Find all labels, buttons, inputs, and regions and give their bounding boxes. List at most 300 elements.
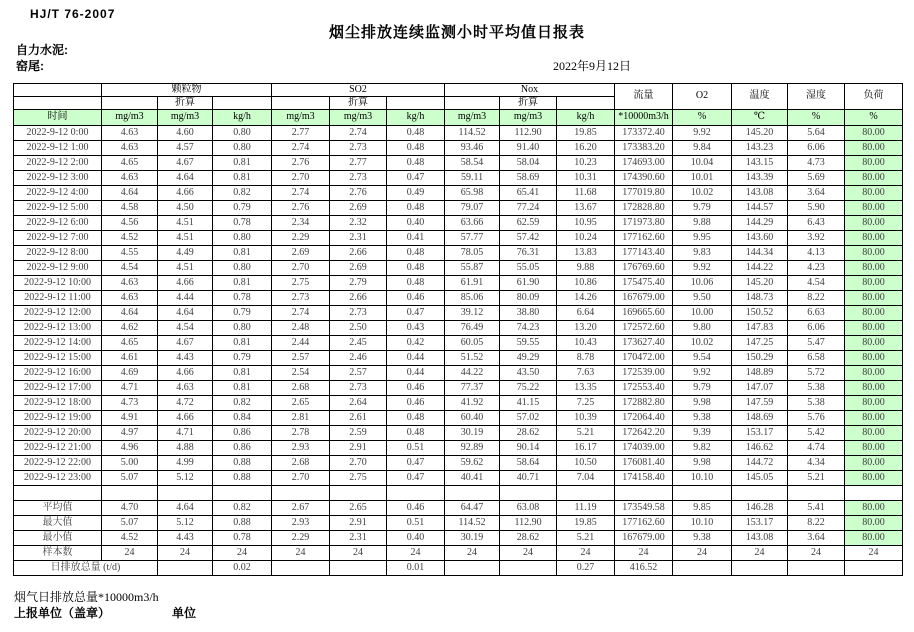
value-cell: 4.51 [158, 216, 213, 231]
data-row [14, 366, 903, 381]
value-cell: 0.80 [213, 231, 272, 246]
value-cell: 174039.00 [615, 441, 673, 456]
summary-value-cell: 4.52 [102, 531, 158, 546]
summary-value-cell: 64.47 [445, 501, 500, 516]
value-cell: 4.63 [158, 381, 213, 396]
value-cell: 80.00 [845, 276, 903, 291]
value-cell: 0.81 [213, 381, 272, 396]
value-cell: 2.61 [330, 411, 387, 426]
value-cell: 0.81 [213, 336, 272, 351]
value-cell: 60.05 [445, 336, 500, 351]
summary-value-cell: 5.12 [158, 516, 213, 531]
value-cell: 170472.00 [615, 351, 673, 366]
summary-value-cell: 24 [330, 546, 387, 561]
header-o2: O2 [673, 84, 732, 110]
value-cell: 4.63 [102, 141, 158, 156]
daily-total-value-cell [272, 561, 330, 576]
value-cell: 78.05 [445, 246, 500, 261]
header-empty-cell [387, 97, 445, 110]
value-cell: 2.68 [272, 381, 330, 396]
summary-value-cell: 114.52 [445, 516, 500, 531]
value-cell: 0.48 [387, 411, 445, 426]
summary-value-cell: 5.07 [102, 516, 158, 531]
spacer-cell [445, 486, 500, 501]
summary-label-cell: 最大值 [14, 516, 102, 531]
value-cell: 2.69 [272, 246, 330, 261]
time-cell: 2022-9-12 1:00 [14, 141, 102, 156]
time-cell: 2022-9-12 10:00 [14, 276, 102, 291]
value-cell: 4.60 [158, 126, 213, 141]
unit-cell: mg/m3 [445, 110, 500, 126]
spacer-cell [272, 486, 330, 501]
spacer-cell [845, 486, 903, 501]
value-cell: 172572.60 [615, 321, 673, 336]
unit-cell: ℃ [732, 110, 788, 126]
value-cell: 9.82 [673, 441, 732, 456]
value-cell: 0.81 [213, 366, 272, 381]
summary-value-cell: 2.67 [272, 501, 330, 516]
value-cell: 4.71 [158, 426, 213, 441]
value-cell: 0.80 [213, 141, 272, 156]
spacer-cell [500, 486, 557, 501]
value-cell: 2.78 [272, 426, 330, 441]
value-cell: 80.00 [845, 156, 903, 171]
value-cell: 8.78 [557, 351, 615, 366]
value-cell: 51.52 [445, 351, 500, 366]
report-unit-label: 上报单位（盖章） [14, 606, 111, 620]
summary-value-cell: 24 [845, 546, 903, 561]
value-cell: 4.67 [158, 336, 213, 351]
spacer-cell [330, 486, 387, 501]
time-header-cell: 时间 [14, 110, 102, 126]
value-cell: 7.04 [557, 471, 615, 486]
summary-value-cell: 24 [272, 546, 330, 561]
value-cell: 143.39 [732, 171, 788, 186]
header-particulate: 颗粒物 [102, 84, 272, 97]
time-cell: 2022-9-12 11:00 [14, 291, 102, 306]
value-cell: 80.09 [500, 291, 557, 306]
summary-value-cell: 9.38 [673, 531, 732, 546]
spacer-cell [102, 486, 158, 501]
value-cell: 10.43 [557, 336, 615, 351]
value-cell: 9.98 [673, 396, 732, 411]
value-cell: 9.92 [673, 366, 732, 381]
value-cell: 171973.80 [615, 216, 673, 231]
value-cell: 10.95 [557, 216, 615, 231]
value-cell: 0.88 [213, 456, 272, 471]
value-cell: 6.63 [788, 306, 845, 321]
value-cell: 0.80 [213, 321, 272, 336]
value-cell: 2.57 [330, 366, 387, 381]
value-cell: 6.43 [788, 216, 845, 231]
summary-value-cell: 0.46 [387, 501, 445, 516]
value-cell: 9.79 [673, 201, 732, 216]
value-cell: 0.82 [213, 396, 272, 411]
value-cell: 38.80 [500, 306, 557, 321]
daily-total-value-cell: 416.52 [615, 561, 673, 576]
summary-value-cell: 0.40 [387, 531, 445, 546]
value-cell: 80.00 [845, 381, 903, 396]
data-row [14, 141, 903, 156]
value-cell: 5.12 [158, 471, 213, 486]
value-cell: 0.49 [387, 186, 445, 201]
value-cell: 4.49 [158, 246, 213, 261]
value-cell: 13.20 [557, 321, 615, 336]
value-cell: 80.00 [845, 216, 903, 231]
value-cell: 0.78 [213, 291, 272, 306]
value-cell: 80.00 [845, 246, 903, 261]
value-cell: 13.67 [557, 201, 615, 216]
spacer-cell [557, 486, 615, 501]
daily-total-value-cell [845, 561, 903, 576]
value-cell: 177019.80 [615, 186, 673, 201]
summary-value-cell: 3.64 [788, 531, 845, 546]
value-cell: 10.02 [673, 186, 732, 201]
value-cell: 6.06 [788, 141, 845, 156]
summary-value-cell: 19.85 [557, 516, 615, 531]
value-cell: 92.89 [445, 441, 500, 456]
time-cell: 2022-9-12 12:00 [14, 306, 102, 321]
value-cell: 4.99 [158, 456, 213, 471]
value-cell: 173383.20 [615, 141, 673, 156]
value-cell: 145.05 [732, 471, 788, 486]
value-cell: 0.82 [213, 186, 272, 201]
spacer-cell [14, 486, 102, 501]
report-date: 2022年9月12日 [553, 59, 632, 73]
value-cell: 80.00 [845, 291, 903, 306]
value-cell: 2.68 [272, 456, 330, 471]
value-cell: 65.41 [500, 186, 557, 201]
daily-total-value-cell [788, 561, 845, 576]
value-cell: 6.06 [788, 321, 845, 336]
value-cell: 4.64 [102, 186, 158, 201]
summary-value-cell: 24 [732, 546, 788, 561]
value-cell: 2.76 [330, 186, 387, 201]
value-cell: 4.88 [158, 441, 213, 456]
value-cell: 80.00 [845, 351, 903, 366]
value-cell: 176769.60 [615, 261, 673, 276]
value-cell: 2.73 [330, 381, 387, 396]
value-cell: 0.47 [387, 471, 445, 486]
value-cell: 2.70 [330, 456, 387, 471]
value-cell: 0.48 [387, 126, 445, 141]
value-cell: 172882.80 [615, 396, 673, 411]
value-cell: 76.31 [500, 246, 557, 261]
value-cell: 10.39 [557, 411, 615, 426]
data-row [14, 216, 903, 231]
time-cell: 2022-9-12 18:00 [14, 396, 102, 411]
value-cell: 4.91 [102, 411, 158, 426]
value-cell: 174158.40 [615, 471, 673, 486]
summary-value-cell: 2.29 [272, 531, 330, 546]
daily-total-value-cell [445, 561, 500, 576]
time-cell: 2022-9-12 15:00 [14, 351, 102, 366]
value-cell: 4.57 [158, 141, 213, 156]
value-cell: 9.39 [673, 426, 732, 441]
daily-total-value-cell: 0.01 [387, 561, 445, 576]
value-cell: 4.51 [158, 231, 213, 246]
value-cell: 0.81 [213, 246, 272, 261]
standard-code: HJ/T 76-2007 [30, 7, 116, 21]
value-cell: 80.00 [845, 141, 903, 156]
value-cell: 10.86 [557, 276, 615, 291]
value-cell: 76.49 [445, 321, 500, 336]
value-cell: 144.29 [732, 216, 788, 231]
value-cell: 75.22 [500, 381, 557, 396]
value-cell: 80.00 [845, 456, 903, 471]
value-cell: 0.46 [387, 381, 445, 396]
value-cell: 0.46 [387, 291, 445, 306]
value-cell: 0.81 [213, 171, 272, 186]
value-cell: 39.12 [445, 306, 500, 321]
value-cell: 9.50 [673, 291, 732, 306]
value-cell: 80.00 [845, 396, 903, 411]
data-row [14, 156, 903, 171]
value-cell: 9.88 [557, 261, 615, 276]
value-cell: 144.57 [732, 201, 788, 216]
value-cell: 5.72 [788, 366, 845, 381]
value-cell: 93.46 [445, 141, 500, 156]
value-cell: 4.63 [102, 276, 158, 291]
value-cell: 9.80 [673, 321, 732, 336]
data-row [14, 456, 903, 471]
value-cell: 0.81 [213, 276, 272, 291]
summary-label-cell: 最小值 [14, 531, 102, 546]
value-cell: 0.84 [213, 411, 272, 426]
value-cell: 0.78 [213, 216, 272, 231]
unit-cell: % [673, 110, 732, 126]
value-cell: 43.50 [500, 366, 557, 381]
value-cell: 10.00 [673, 306, 732, 321]
value-cell: 28.62 [500, 426, 557, 441]
data-row [14, 411, 903, 426]
daily-total-label-cell: 日排放总量 (t/d) [14, 561, 158, 576]
value-cell: 0.48 [387, 246, 445, 261]
value-cell: 4.13 [788, 246, 845, 261]
value-cell: 4.58 [102, 201, 158, 216]
value-cell: 58.69 [500, 171, 557, 186]
summary-value-cell: 167679.00 [615, 531, 673, 546]
spacer-cell [387, 486, 445, 501]
value-cell: 4.72 [158, 396, 213, 411]
value-cell: 5.38 [788, 396, 845, 411]
time-cell: 2022-9-12 13:00 [14, 321, 102, 336]
summary-row [14, 546, 903, 561]
value-cell: 79.07 [445, 201, 500, 216]
unit-label: 单位 [172, 606, 197, 620]
time-cell: 2022-9-12 14:00 [14, 336, 102, 351]
unit-cell: kg/h [213, 110, 272, 126]
summary-value-cell: 173549.58 [615, 501, 673, 516]
header-load: 负荷 [845, 84, 903, 110]
value-cell: 2.76 [272, 156, 330, 171]
value-cell: 150.29 [732, 351, 788, 366]
summary-value-cell: 80.00 [845, 531, 903, 546]
summary-value-cell: 30.19 [445, 531, 500, 546]
data-row [14, 396, 903, 411]
summary-value-cell: 0.78 [213, 531, 272, 546]
value-cell: 2.57 [272, 351, 330, 366]
value-cell: 144.34 [732, 246, 788, 261]
value-cell: 10.31 [557, 171, 615, 186]
data-row [14, 471, 903, 486]
value-cell: 4.34 [788, 456, 845, 471]
value-cell: 80.00 [845, 441, 903, 456]
value-cell: 80.00 [845, 321, 903, 336]
spacer-row [14, 486, 903, 501]
value-cell: 0.44 [387, 351, 445, 366]
value-cell: 2.70 [272, 171, 330, 186]
time-cell: 2022-9-12 20:00 [14, 426, 102, 441]
daily-total-value-cell: 0.27 [557, 561, 615, 576]
value-cell: 172553.40 [615, 381, 673, 396]
value-cell: 2.74 [272, 186, 330, 201]
value-cell: 148.69 [732, 411, 788, 426]
summary-value-cell: 4.43 [158, 531, 213, 546]
value-cell: 2.66 [330, 246, 387, 261]
value-cell: 5.47 [788, 336, 845, 351]
value-cell: 0.79 [213, 306, 272, 321]
value-cell: 2.74 [272, 141, 330, 156]
header-empty-cell [272, 97, 330, 110]
value-cell: 4.55 [102, 246, 158, 261]
value-cell: 2.46 [330, 351, 387, 366]
summary-value-cell: 9.85 [673, 501, 732, 516]
value-cell: 9.95 [673, 231, 732, 246]
value-cell: 9.79 [673, 381, 732, 396]
time-cell: 2022-9-12 17:00 [14, 381, 102, 396]
time-cell: 2022-9-12 23:00 [14, 471, 102, 486]
summary-value-cell: 2.31 [330, 531, 387, 546]
value-cell: 9.84 [673, 141, 732, 156]
value-cell: 4.73 [102, 396, 158, 411]
value-cell: 5.00 [102, 456, 158, 471]
value-cell: 2.69 [330, 201, 387, 216]
value-cell: 4.66 [158, 186, 213, 201]
spacer-cell [615, 486, 673, 501]
value-cell: 91.40 [500, 141, 557, 156]
header-empty-cell [14, 84, 102, 97]
value-cell: 10.02 [673, 336, 732, 351]
summary-value-cell: 24 [615, 546, 673, 561]
value-cell: 4.71 [102, 381, 158, 396]
value-cell: 5.64 [788, 126, 845, 141]
value-cell: 2.73 [330, 306, 387, 321]
value-cell: 4.23 [788, 261, 845, 276]
data-row [14, 381, 903, 396]
value-cell: 0.48 [387, 261, 445, 276]
value-cell: 2.76 [272, 201, 330, 216]
summary-value-cell: 24 [213, 546, 272, 561]
value-cell: 4.74 [788, 441, 845, 456]
value-cell: 10.10 [673, 471, 732, 486]
value-cell: 77.37 [445, 381, 500, 396]
value-cell: 16.17 [557, 441, 615, 456]
header-empty-cell [557, 97, 615, 110]
value-cell: 5.21 [788, 471, 845, 486]
daily-total-row [14, 561, 903, 576]
value-cell: 10.01 [673, 171, 732, 186]
value-cell: 6.64 [557, 306, 615, 321]
value-cell: 4.51 [158, 261, 213, 276]
summary-value-cell: 153.17 [732, 516, 788, 531]
value-cell: 2.44 [272, 336, 330, 351]
time-cell: 2022-9-12 7:00 [14, 231, 102, 246]
kiln-label: 窑尾: [16, 59, 44, 73]
value-cell: 2.74 [330, 126, 387, 141]
value-cell: 173372.40 [615, 126, 673, 141]
value-cell: 0.43 [387, 321, 445, 336]
value-cell: 146.62 [732, 441, 788, 456]
value-cell: 143.08 [732, 186, 788, 201]
value-cell: 4.43 [158, 351, 213, 366]
value-cell: 10.23 [557, 156, 615, 171]
value-cell: 2.66 [330, 291, 387, 306]
summary-row [14, 531, 903, 546]
value-cell: 4.44 [158, 291, 213, 306]
value-cell: 173627.40 [615, 336, 673, 351]
value-cell: 14.26 [557, 291, 615, 306]
value-cell: 0.48 [387, 141, 445, 156]
value-cell: 2.29 [272, 231, 330, 246]
value-cell: 55.87 [445, 261, 500, 276]
summary-value-cell: 24 [500, 546, 557, 561]
header-flow: 流量 [615, 84, 673, 110]
value-cell: 9.92 [673, 261, 732, 276]
value-cell: 4.64 [158, 171, 213, 186]
value-cell: 4.66 [158, 411, 213, 426]
summary-value-cell: 24 [158, 546, 213, 561]
value-cell: 10.24 [557, 231, 615, 246]
value-cell: 2.79 [330, 276, 387, 291]
table-body [14, 84, 903, 576]
spacer-cell [213, 486, 272, 501]
value-cell: 2.73 [330, 141, 387, 156]
value-cell: 58.04 [500, 156, 557, 171]
value-cell: 5.42 [788, 426, 845, 441]
value-cell: 2.81 [272, 411, 330, 426]
value-cell: 10.04 [673, 156, 732, 171]
value-cell: 10.06 [673, 276, 732, 291]
header-empty-cell [102, 97, 158, 110]
time-cell: 2022-9-12 3:00 [14, 171, 102, 186]
value-cell: 80.00 [845, 201, 903, 216]
value-cell: 0.86 [213, 441, 272, 456]
value-cell: 0.79 [213, 201, 272, 216]
summary-row [14, 501, 903, 516]
value-cell: 0.47 [387, 306, 445, 321]
value-cell: 5.90 [788, 201, 845, 216]
summary-value-cell: 5.41 [788, 501, 845, 516]
report-table [13, 83, 903, 576]
value-cell: 57.02 [500, 411, 557, 426]
value-cell: 4.56 [102, 216, 158, 231]
value-cell: 175475.40 [615, 276, 673, 291]
summary-value-cell: 4.64 [158, 501, 213, 516]
value-cell: 4.63 [102, 291, 158, 306]
data-row [14, 306, 903, 321]
value-cell: 59.11 [445, 171, 500, 186]
header-converted: 折算 [500, 97, 557, 110]
value-cell: 4.52 [102, 231, 158, 246]
value-cell: 2.54 [272, 366, 330, 381]
value-cell: 58.54 [445, 156, 500, 171]
value-cell: 4.66 [158, 366, 213, 381]
summary-value-cell: 143.08 [732, 531, 788, 546]
header-units-row [14, 110, 903, 126]
value-cell: 2.75 [330, 471, 387, 486]
value-cell: 0.41 [387, 231, 445, 246]
